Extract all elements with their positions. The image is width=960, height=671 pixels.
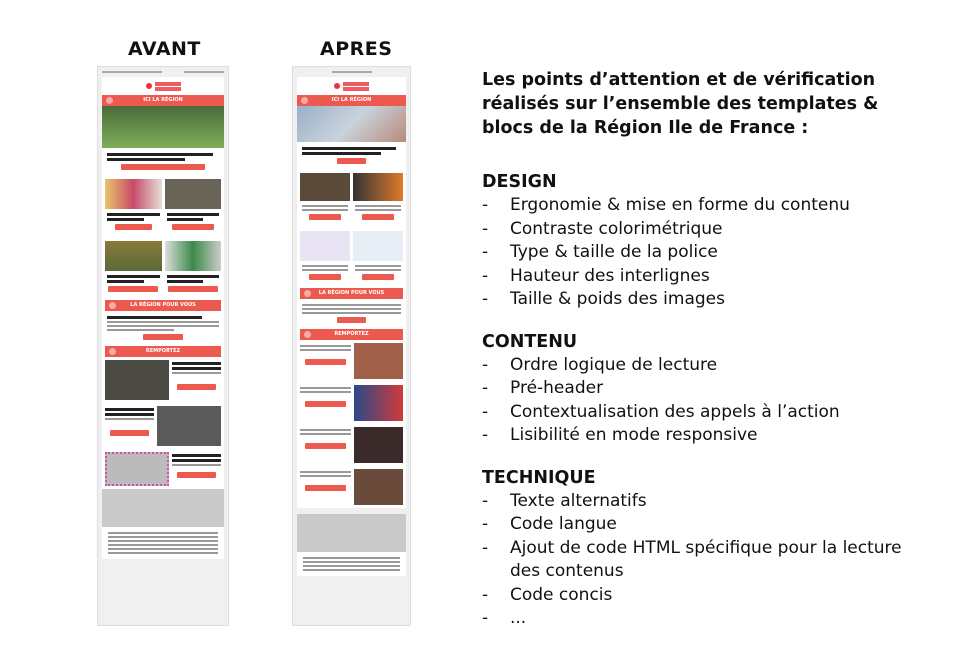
intro-text: Les points d’attention et de vérification réalisés sur l’ensemble des templates & blocs de la Région Ile de France :: [482, 70, 879, 138]
list-item: - Pré-header: [482, 378, 604, 398]
checklist: [482, 68, 922, 631]
list-item: - Ordre logique de lecture: [482, 354, 718, 375]
list-item: - Code concis: [482, 584, 613, 605]
arrow-icon: [106, 97, 113, 104]
avant-email-preview: ICI LA RÉGION LA RÉGION POUR VOUS REMPORTEZ: [97, 66, 229, 626]
list-item: - Lisibilité en mode responsive: [482, 425, 758, 445]
list-item: - Texte alternatifs: [482, 490, 647, 511]
section-heading-technique: TECHNIQUE: [482, 467, 596, 488]
apres-email-preview: ICI LA RÉGION LA RÉGION POUR VOUS REMPORTEZ: [292, 66, 411, 626]
region-logo: [102, 77, 224, 95]
list-item: - Type & taille de la police: [482, 242, 718, 262]
apres-title: APRES: [320, 38, 393, 60]
hero-image: [102, 106, 224, 148]
list-item: - Ergonomie & mise en forme du contenu: [482, 195, 850, 215]
section-heading-contenu: CONTENU: [482, 331, 578, 352]
region-logo: [297, 77, 406, 95]
email-footer: [102, 489, 224, 527]
section-heading-design: DESIGN: [482, 172, 557, 192]
list-item: - Code langue: [482, 514, 617, 534]
list-item: - Taille & poids des images: [482, 289, 725, 309]
list-item: - Contextualisation des appels à l’action: [482, 401, 840, 422]
band-ici-la-region: ICI LA RÉGION: [102, 95, 224, 106]
list-item: - Contraste colorimétrique: [482, 218, 723, 239]
cta-button[interactable]: [121, 164, 205, 170]
list-item: - ...: [482, 608, 527, 628]
avant-title: AVANT: [128, 38, 201, 60]
list-item: - Ajout de code HTML spécifique pour la lecture des contenus: [482, 537, 902, 581]
list-item: - Hauteur des interlignes: [482, 265, 710, 286]
